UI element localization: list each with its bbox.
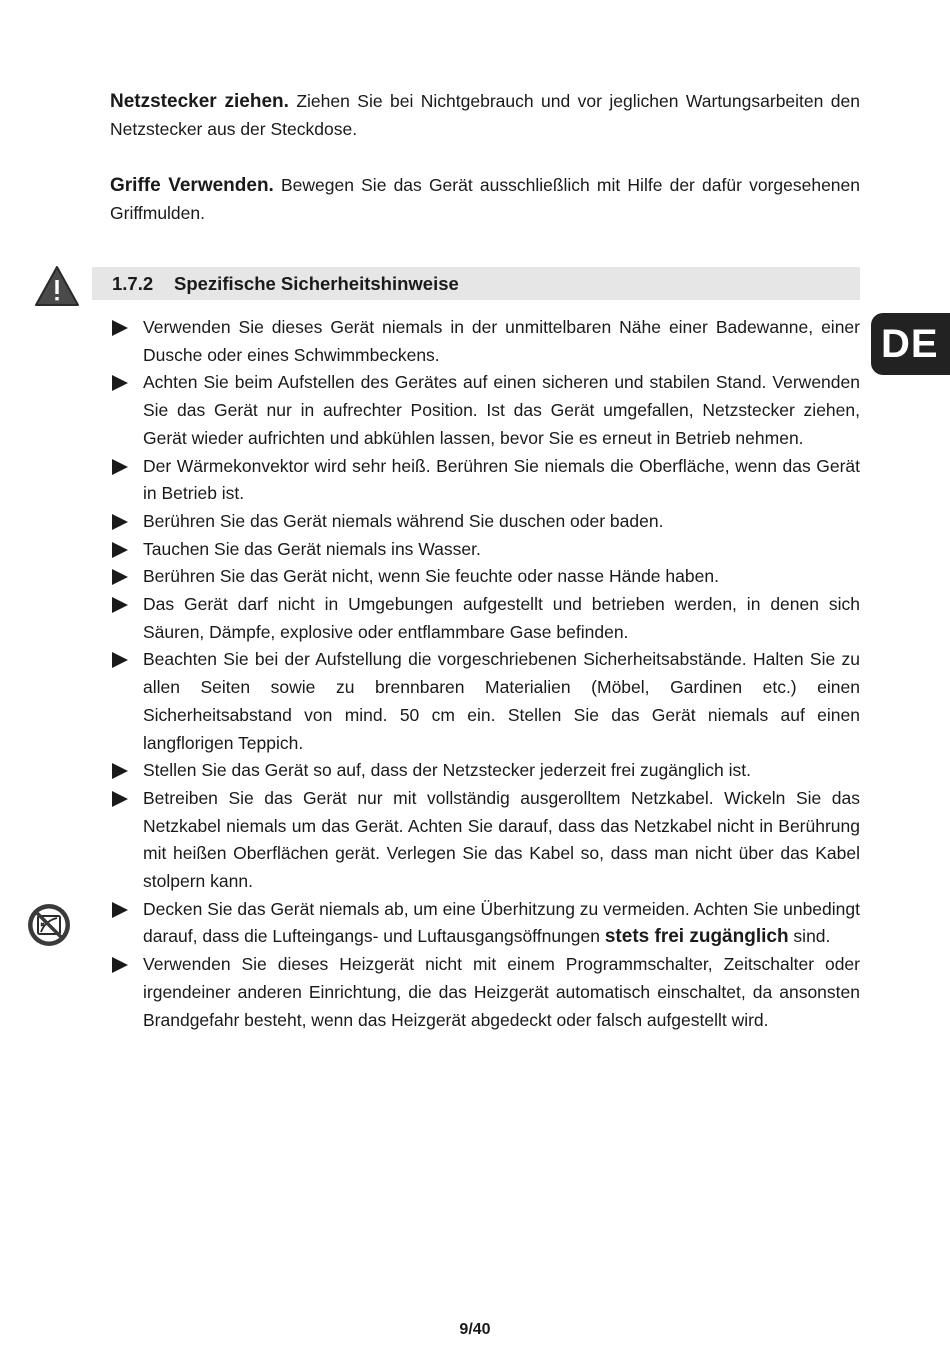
- bullet-text: Decken Sie das Gerät niemals ab, um eine Überhitzung zu vermeiden. Achten Sie unbedingt darauf, dass die Lufteingangs- und Luftausgangsöffnungen: [143, 898, 860, 947]
- bullet-text: Achten Sie beim Aufstellen des Gerätes auf einen sicheren und stabilen Stand. Verwenden Sie das Gerät nur in aufrechter Position. Ist das Gerät umgefallen, Netzstecker ziehen, Gerät wieder aufrichten und abkühlen lassen, bevor Sie es erneut in Betrieb nehmen.: [143, 372, 860, 448]
- section-number: 1.7.2: [112, 273, 154, 294]
- list-item: [110, 757, 860, 785]
- bullet-arrow-icon: [112, 652, 128, 668]
- list-item: [110, 951, 860, 1034]
- language-tab: DE: [871, 313, 950, 375]
- list-item: [110, 646, 860, 757]
- page-number: 9/40: [459, 1321, 491, 1338]
- bullet-text: Stellen Sie das Gerät so auf, dass der Netzstecker jederzeit frei zugänglich ist.: [143, 760, 751, 781]
- bullet-arrow-icon: [112, 791, 128, 807]
- list-item: [110, 369, 860, 452]
- bullet-arrow-icon: [112, 902, 128, 918]
- bullet-text: Verwenden Sie dieses Gerät niemals in der unmittelbaren Nähe einer Badewanne, einer Dusche oder eines Schwimmbeckens.: [143, 317, 860, 365]
- section-heading: [92, 267, 860, 300]
- list-item: [110, 591, 860, 646]
- list-item: [110, 536, 860, 564]
- bullet-text: Betreiben Sie das Gerät nur mit vollständig ausgerolltem Netzkabel. Wickeln Sie das Netzkabel niemals um das Gerät. Achten Sie darauf, dass das Netzkabel nicht in Berührung mit heißen Oberflächen gerät. Verlegen Sie das Kabel so, dass man nicht über das Kabel stolpern kann.: [143, 787, 860, 892]
- bullet-emphasis: stets frei zugänglich: [604, 926, 789, 948]
- bullet-text: Berühren Sie das Gerät niemals während Sie duschen oder baden.: [143, 510, 664, 531]
- bullet-arrow-icon: [112, 957, 128, 973]
- bullet-text: Berühren Sie das Gerät nicht, wenn Sie feuchte oder nasse Hände haben.: [143, 566, 719, 587]
- intro-paragraph-unplug: [110, 88, 860, 143]
- intro-paragraph-handles: [110, 172, 860, 227]
- bullet-arrow-icon: [112, 597, 128, 613]
- bullet-text: Das Gerät darf nicht in Umgebungen aufgestellt und betrieben werden, in denen sich Säuren, Dämpfe, explosive oder entflammbare Gase befinden.: [143, 594, 860, 642]
- bullet-arrow-icon: [112, 763, 128, 779]
- list-item: [110, 453, 860, 508]
- safety-bullet-list: [110, 314, 860, 1034]
- intro-lead-unplug: Netzstecker ziehen.: [110, 91, 289, 112]
- list-item: [110, 563, 860, 591]
- bullet-arrow-icon: [112, 514, 128, 530]
- list-item: [110, 896, 860, 951]
- list-item: [110, 508, 860, 536]
- bullet-arrow-icon: [112, 320, 128, 336]
- intro-lead-handles: Griffe Verwenden.: [110, 175, 274, 196]
- intro-text-handles: Bewegen Sie das Gerät ausschließlich mit Hilfe der dafür vorgesehenen Griffmulden.: [110, 175, 860, 223]
- list-item: [110, 314, 860, 369]
- section-title: Spezifische Sicherheitshinweise: [174, 273, 459, 294]
- warning-triangle-icon: [34, 265, 80, 307]
- bullet-text-after: sind.: [788, 926, 831, 947]
- bullet-arrow-icon: [112, 569, 128, 585]
- list-item: [110, 785, 860, 896]
- bullet-arrow-icon: [112, 542, 128, 558]
- intro-text-unplug: Ziehen Sie bei Nichtgebrauch und vor jeglichen Wartungsarbeiten den Netzstecker aus der Steckdose.: [110, 91, 860, 139]
- bullet-text: Beachten Sie bei der Aufstellung die vorgeschriebenen Sicherheitsabstände. Halten Sie zu allen Seiten sowie zu brennbaren Materialien (Möbel, Gardinen etc.) einen Sicherheitsabstand von mind. 50 cm ein. Stellen Sie das Gerät niemals auf einen langflorigen Teppich.: [143, 649, 860, 753]
- bullet-text: Der Wärmekonvektor wird sehr heiß. Berühren Sie niemals die Oberfläche, wenn das Gerät in Betrieb ist.: [143, 455, 860, 504]
- do-not-cover-icon: [27, 903, 71, 947]
- bullet-arrow-icon: [112, 459, 128, 475]
- bullet-text: Verwenden Sie dieses Heizgerät nicht mit einem Programmschalter, Zeitschalter oder irgendeiner anderen Einrichtung, die das Heizgerät automatisch einschaltet, da ansonsten Brandgefahr besteht, wenn das Heizgerät abgedeckt oder falsch aufgestellt wird.: [143, 954, 860, 1030]
- bullet-arrow-icon: [112, 375, 128, 391]
- bullet-text: Tauchen Sie das Gerät niemals ins Wasser.: [143, 538, 481, 559]
